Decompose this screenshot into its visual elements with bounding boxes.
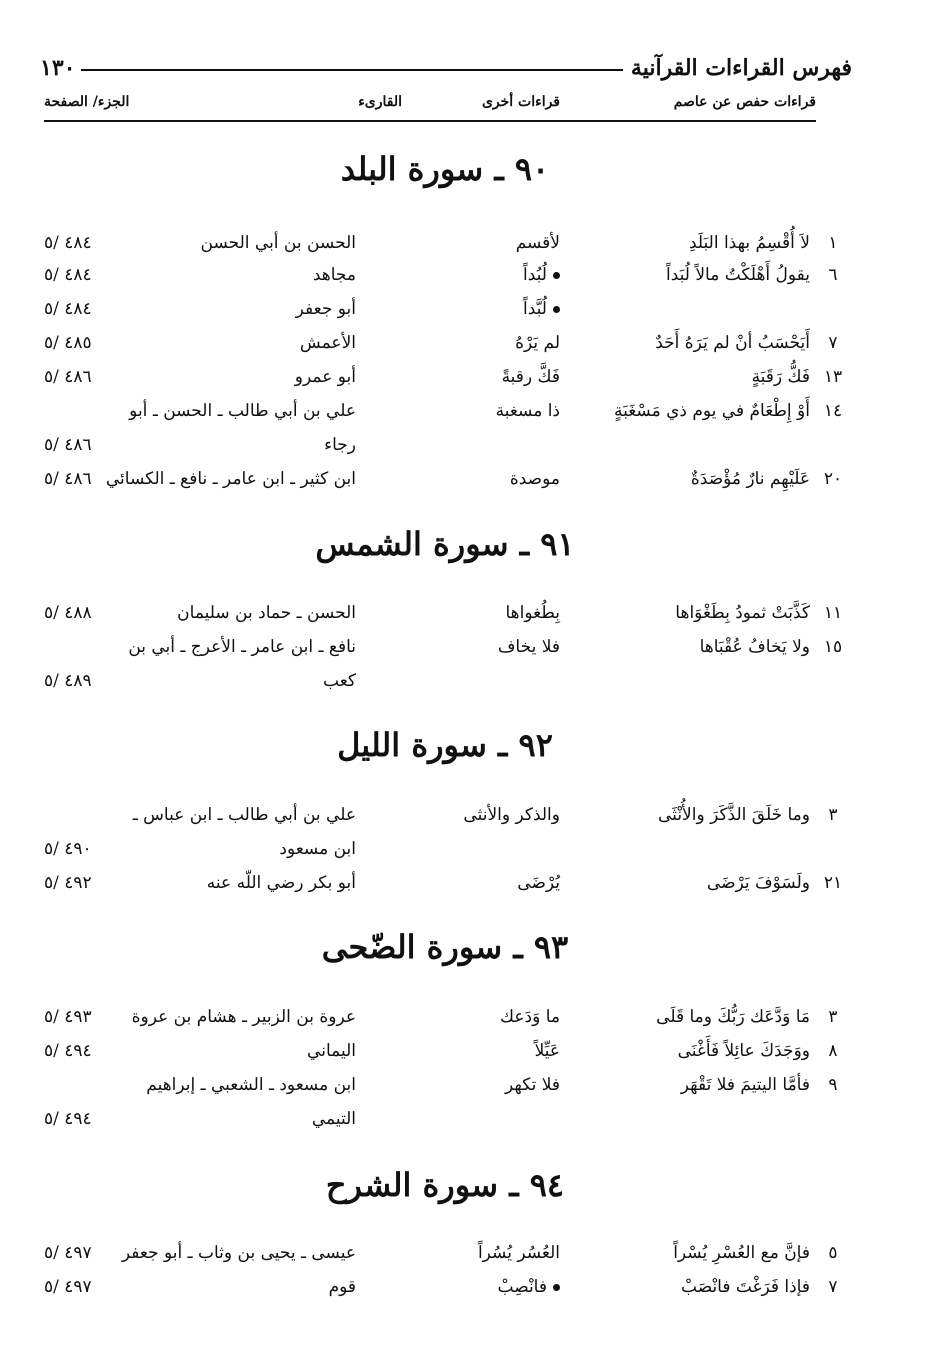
volume-page-ref: ٤٩٤ /٥ <box>44 1109 92 1129</box>
other-reading: لأقسم <box>515 233 560 253</box>
table-row <box>0 1036 940 1066</box>
volume-page-ref: ٤٨٤ /٥ <box>44 299 92 319</box>
table-row <box>0 1104 940 1134</box>
other-reading: فَكَّ رقبةً <box>501 367 560 387</box>
volume-page-ref: ٤٨٨ /٥ <box>44 603 92 623</box>
volume-page-ref: ٤٨٤ /٥ <box>44 265 92 285</box>
hafs-reading: لاَ أُقْسِمُ بهذا البَلَدِ <box>688 233 810 253</box>
surah-title: ٩١ ـ سورة الشمس <box>315 525 575 563</box>
surah-title: ٩٣ ـ سورة الضّحى <box>321 928 569 966</box>
other-reading: عَيِّلاً <box>534 1041 560 1061</box>
other-reading: موصدة <box>509 469 560 489</box>
reader-name: عروة بن الزبير ـ هشام بن عروة <box>131 1007 356 1027</box>
ayah-number: ٩ <box>828 1075 838 1095</box>
reader-name: اليماني <box>307 1041 356 1061</box>
other-reading: يُرْضَى <box>517 873 560 893</box>
other-reading: والذكر والأنثى <box>463 805 560 825</box>
hafs-reading: يقولُ أَهْلَكْتُ مالاً لُبَداً <box>665 265 810 285</box>
reader-name: مجاهد <box>312 265 356 285</box>
volume-page-ref: ٤٨٩ /٥ <box>44 671 92 691</box>
other-reading: ما وَدَعك <box>500 1007 560 1027</box>
reader-name: أبو عمرو <box>294 367 356 387</box>
table-row <box>0 834 940 864</box>
other-reading: ذا مسغبة <box>495 401 560 421</box>
reader-name: أبو جعفر <box>295 299 356 319</box>
hafs-reading: فَكُّ رَقَبَةٍ <box>751 367 810 387</box>
surah-title: ٩٤ ـ سورة الشرح <box>325 1166 565 1204</box>
table-row <box>0 632 940 662</box>
table-row <box>0 396 940 426</box>
hafs-reading: فإذا فَرَغْتَ فانْصَبْ <box>681 1277 810 1297</box>
reader-name: الأعمش <box>299 333 356 353</box>
other-reading: العُسُر يُسُراً <box>477 1243 560 1263</box>
col-head-other: قراءات أخرى <box>481 94 560 110</box>
header-rule <box>81 69 622 71</box>
reader-name: التيمي <box>311 1109 356 1129</box>
table-row <box>0 868 940 898</box>
other-reading: فانْصِبْ <box>498 1272 560 1302</box>
ayah-number: ١٥ <box>823 637 843 657</box>
hafs-reading: ووَجَدَكَ عائِلاً فَأَغْنَى <box>677 1041 810 1061</box>
table-row <box>0 1002 940 1032</box>
reader-name: علي بن أبي طالب ـ ابن عباس ـ <box>132 805 356 825</box>
other-reading: لم يَرْهُ <box>515 333 560 353</box>
volume-page-ref: ٤٩٣ /٥ <box>44 1007 92 1027</box>
reader-name: الحسن ـ حماد بن سليمان <box>177 603 356 623</box>
hafs-reading: أَوْ إِطْعَامٌ في يوم ذي مَسْغَبَةٍ <box>613 401 810 421</box>
volume-page-ref: ٤٨٦ /٥ <box>44 367 92 387</box>
ayah-number: ١ <box>828 233 838 253</box>
table-row <box>0 598 940 628</box>
running-header <box>40 50 852 86</box>
reader-name: عيسى ـ يحيى بن وثاب ـ أبو جعفر <box>121 1243 356 1263</box>
volume-page-ref: ٤٨٥ /٥ <box>44 333 92 353</box>
reader-name: علي بن أبي طالب ـ الحسن ـ أبو <box>129 401 356 421</box>
col-head-ref: الجزء/ الصفحة <box>44 94 130 110</box>
hafs-reading: أَيَحْسَبُ أنْ لم يَرَهُ أَحَدٌ <box>655 333 810 353</box>
reader-name: ابن مسعود ـ الشعبي ـ إبراهيم <box>146 1075 356 1095</box>
ayah-number: ٣ <box>828 805 838 825</box>
ayah-number: ٨ <box>828 1041 838 1061</box>
volume-page-ref: ٤٨٦ /٥ <box>44 469 92 489</box>
bullet-icon <box>553 272 560 279</box>
bullet-icon <box>553 306 560 313</box>
reader-name: الحسن بن أبي الحسن <box>200 233 356 253</box>
reader-name: كعب <box>323 671 356 691</box>
table-row <box>0 666 940 696</box>
index-title: فهرس القراءات القرآنية <box>630 55 852 81</box>
table-row <box>0 1272 940 1302</box>
hafs-reading: ولا يَخافُ عُقْبَاها <box>699 637 810 657</box>
hafs-reading: مَا وَدَّعَك رَبُّكَ وما قَلَى <box>656 1007 810 1027</box>
table-row <box>0 1238 940 1268</box>
table-row <box>0 1070 940 1100</box>
hafs-reading: عَلَيْهِم نارٌ مُؤْصَدَةٌ <box>690 469 810 489</box>
other-reading: بِطُغواها <box>505 603 560 623</box>
ayah-number: ٢١ <box>823 873 843 893</box>
table-row <box>0 800 940 830</box>
other-reading: لُبُداً <box>523 260 560 290</box>
surah-title: ٩٢ ـ سورة الليل <box>337 726 553 764</box>
table-row <box>0 430 940 460</box>
surah-title: ٩٠ ـ سورة البلد <box>340 150 550 188</box>
hafs-reading: كَذَّبَتْ ثمودُ بِطَغْوَاها <box>675 603 810 623</box>
ayah-number: ٧ <box>828 333 838 353</box>
hafs-reading: فأمَّا اليتيمَ فلا تَقْهَر <box>680 1075 810 1095</box>
ayah-number: ٧ <box>828 1277 838 1297</box>
ayah-number: ١٣ <box>823 367 843 387</box>
other-reading: لُبَّداً <box>523 294 560 324</box>
col-head-reader: القارىء <box>358 94 402 110</box>
volume-page-ref: ٤٩٧ /٥ <box>44 1277 92 1297</box>
page-number: ١٣٠ <box>40 55 76 81</box>
volume-page-ref: ٤٩٧ /٥ <box>44 1243 92 1263</box>
table-row <box>0 228 940 258</box>
table-row <box>0 294 940 324</box>
reader-name: ابن كثير ـ ابن عامر ـ نافع ـ الكسائي <box>105 469 356 489</box>
bullet-icon <box>553 1284 560 1291</box>
volume-page-ref: ٤٨٦ /٥ <box>44 435 92 455</box>
volume-page-ref: ٤٨٤ /٥ <box>44 233 92 253</box>
hafs-reading: وما خَلَقَ الذَّكَرَ والأُنْثَى <box>658 805 810 825</box>
column-headers <box>44 90 816 122</box>
other-reading: فلا تكهر <box>504 1075 560 1095</box>
table-row <box>0 328 940 358</box>
volume-page-ref: ٤٩٠ /٥ <box>44 839 92 859</box>
ayah-number: ٣ <box>828 1007 838 1027</box>
reader-name: قوم <box>328 1277 356 1297</box>
col-head-hafs: قراءات حفص عن عاصم <box>673 94 816 110</box>
ayah-number: ١١ <box>823 603 843 623</box>
hafs-reading: ولَسَوْفَ يَرْضَى <box>706 873 810 893</box>
reader-name: نافع ـ ابن عامر ـ الأعرج ـ أبي بن <box>128 637 356 657</box>
volume-page-ref: ٤٩٤ /٥ <box>44 1041 92 1061</box>
table-row <box>0 362 940 392</box>
table-row <box>0 464 940 494</box>
reader-name: رجاء <box>324 435 356 455</box>
ayah-number: ٦ <box>828 265 838 285</box>
hafs-reading: فإنَّ مع العُسْرِ يُسْراً <box>673 1243 810 1263</box>
table-row <box>0 260 940 290</box>
reader-name: أبو بكر رضي اللّه عنه <box>206 873 356 893</box>
volume-page-ref: ٤٩٢ /٥ <box>44 873 92 893</box>
reader-name: ابن مسعود <box>279 839 356 859</box>
ayah-number: ١٤ <box>823 401 843 421</box>
ayah-number: ٥ <box>828 1243 838 1263</box>
other-reading: فلا يخاف <box>497 637 560 657</box>
ayah-number: ٢٠ <box>823 469 843 489</box>
